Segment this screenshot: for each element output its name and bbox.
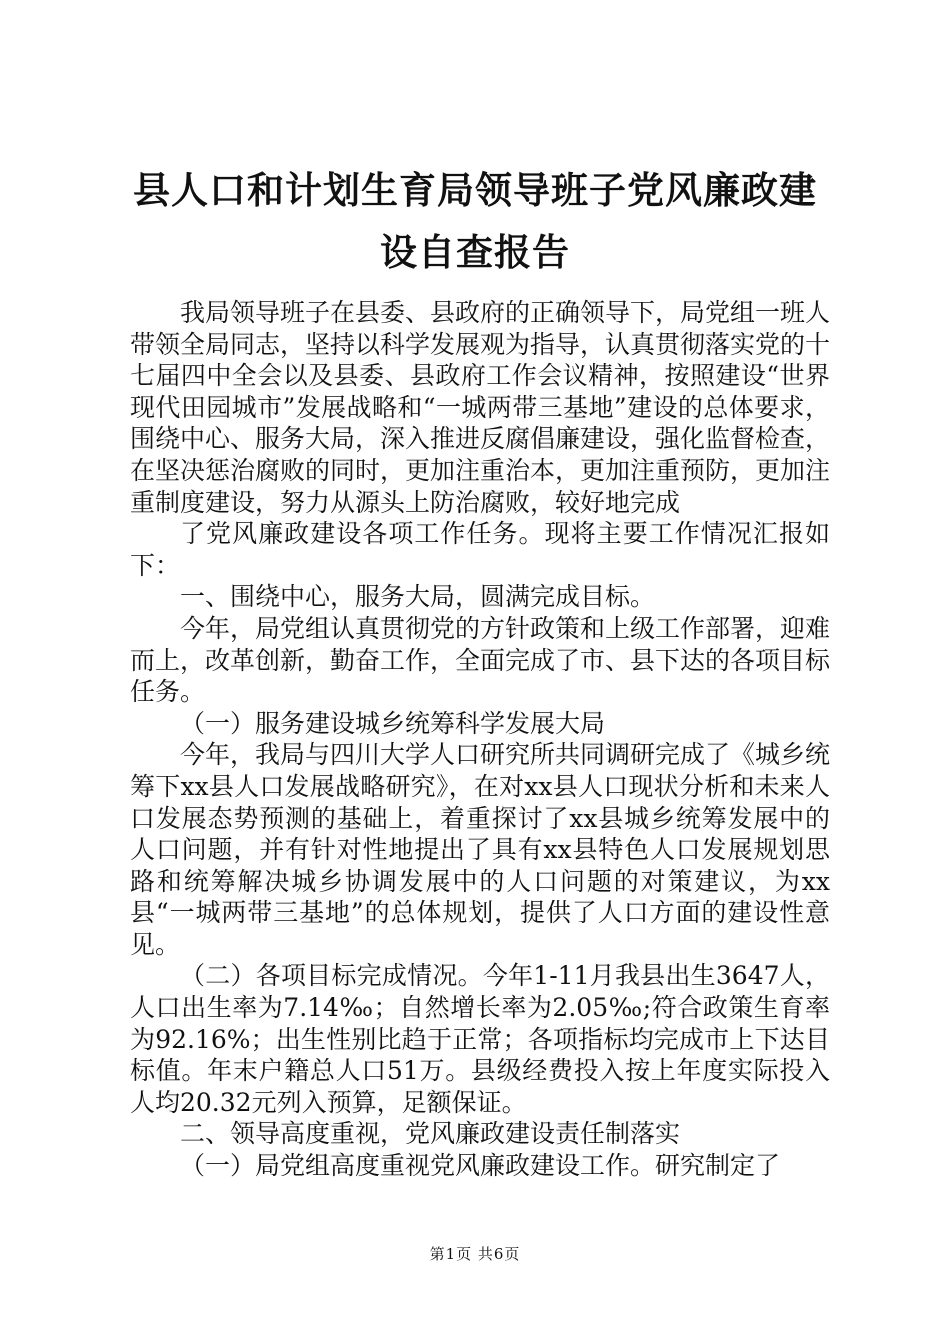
paragraph-subsection-1-1: 今年，我局与四川大学人口研究所共同调研完成了《城乡统筹下xx县人口发展战略研究》，在对xx县人口现状分析和未来人口发展态势预测的基础上，着重探讨了xx县城乡统筹发展中的人口问题，并有针对性地提出了具有xx县特色人口发展规划思路和统筹解决城乡协调发展中的人口问题的对策建议，为xx县“一城两带三基地”的总体规划，提供了人口方面的建设性意见。 <box>130 740 831 959</box>
paragraph-intro-continued: 了党风廉政建设各项工作任务。现将主要工作情况汇报如下： <box>130 519 830 580</box>
section-heading-2: 二、领导高度重视，党风廉政建设责任制落实 <box>180 1119 681 1149</box>
paragraph-section-1: 今年，局党组认真贯彻党的方针政策和上级工作部署，迎难而上，改革创新，勤奋工作，全面完成了市、县下达的各项目标任务。 <box>130 613 831 707</box>
paragraph-subsection-2-1: （一）局党组高度重视党风廉政建设工作。研究制定了 <box>180 1151 781 1181</box>
subsection-heading-1-1: （一）服务建设城乡统筹科学发展大局 <box>180 708 606 738</box>
paragraph-intro: 我局领导班子在县委、县政府的正确领导下，局党组一班人带领全局同志，坚持以科学发展观为指导，认真贯彻落实党的十七届四中全会以及县委、县政府工作会议精神，按照建设“世界现代田园城市”发展战略和“一城两带三基地”建设的总体要求，围绕中心、服务大局，深入推进反腐倡廉建设，强化监督检查，在坚决惩治腐败的同时，更加注重治本，更加注重预防，更加注重制度建设，努力从源头上防治腐败，较好地完成 <box>130 298 831 517</box>
document-title: 县人口和计划生育局领导班子党风廉政建设自查报告 <box>133 169 817 274</box>
document-body <box>130 297 830 1182</box>
page-number: 第1页 共6页 <box>429 1245 521 1263</box>
paragraph-subsection-1-2: （二）各项目标完成情况。今年1-11月我县出生3647人，人口出生率为7.14‰；自然增长率为2.05‰;符合政策生育率为92.16%；出生性别比趋于正常；各项指标均完成市上下达目标值。年末户籍总人口51万。县级经费投入按上年度实际投入人均20.32元列入预算，足额保证。 <box>130 961 830 1117</box>
section-heading-1: 一、围绕中心，服务大局，圆满完成目标。 <box>180 582 656 612</box>
